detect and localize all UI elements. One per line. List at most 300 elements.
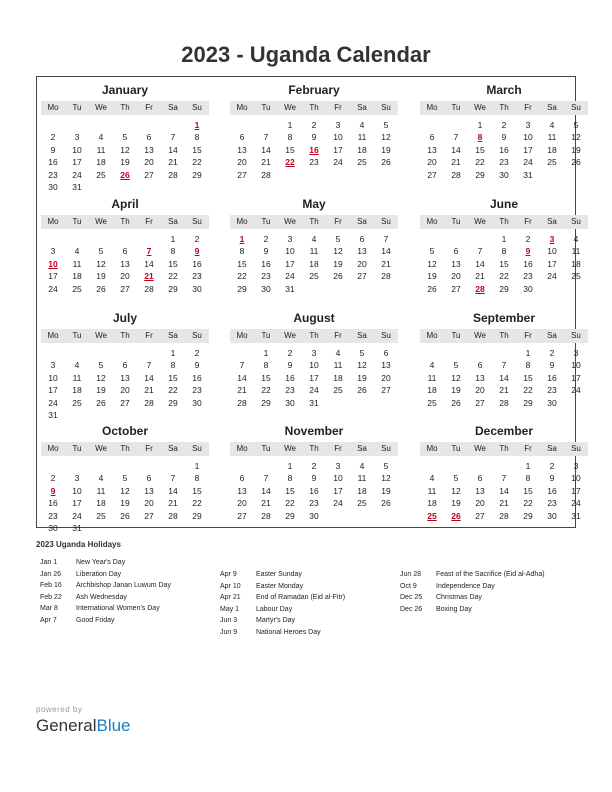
weekday-label: Fr [145, 444, 153, 453]
date-cell: 3 [287, 234, 293, 244]
date-cell: 8 [194, 132, 200, 143]
holiday-name: Ash Wednesday [76, 593, 127, 601]
weekday-label: Sa [357, 217, 367, 226]
date-cell: 2 [311, 120, 317, 130]
holiday-name: Independence Day [436, 582, 495, 590]
date-cell: 13 [381, 360, 391, 371]
holiday-date-cell[interactable]: 7 [146, 246, 152, 257]
date-cell: 17 [333, 485, 343, 496]
month-name: May [302, 197, 326, 211]
date-cell: 6 [477, 473, 483, 484]
date-cell: 17 [72, 157, 82, 168]
date-cell: 24 [72, 169, 82, 180]
holiday-column [216, 569, 406, 639]
holidays-heading: 2023 Uganda Holidays [36, 540, 121, 549]
date-cell: 28 [168, 169, 178, 180]
date-cell: 28 [144, 283, 154, 294]
weekday-header-row [41, 215, 209, 229]
holiday-row [36, 592, 226, 604]
holiday-date-cell[interactable]: 9 [525, 246, 531, 257]
date-cell: 7 [263, 473, 269, 484]
date-cell: 9 [311, 132, 317, 143]
date-cell: 29 [499, 283, 509, 294]
date-cell: 30 [499, 169, 509, 180]
holiday-row [396, 569, 586, 581]
date-cell: 16 [48, 498, 58, 509]
date-cell: 22 [168, 271, 178, 282]
date-cell: 14 [261, 485, 271, 496]
date-cell: 16 [547, 372, 557, 383]
date-cell: 23 [547, 498, 557, 509]
date-cell: 24 [547, 271, 557, 282]
date-cell: 7 [239, 360, 245, 371]
holiday-date: Jun 3 [220, 617, 238, 625]
date-cell: 1 [525, 461, 531, 471]
date-cell: 1 [170, 348, 176, 358]
weekday-header-row [420, 329, 588, 343]
date-cell: 28 [261, 169, 271, 180]
date-cell: 2 [549, 348, 555, 358]
weekday-label: Fr [334, 444, 342, 453]
weekday-label: Su [381, 217, 391, 226]
date-cell: 21 [499, 498, 509, 509]
date-cell: 18 [357, 144, 367, 155]
date-cell: 17 [333, 144, 343, 155]
date-cell: 5 [98, 246, 104, 257]
holiday-date-cell[interactable]: 21 [144, 271, 154, 282]
holiday-row [36, 580, 226, 592]
date-cell: 6 [146, 473, 152, 484]
date-cell: 11 [309, 246, 319, 257]
date-cell: 29 [261, 397, 271, 408]
date-cell: 24 [72, 510, 82, 521]
holiday-date-cell[interactable]: 1 [239, 234, 245, 244]
date-cell: 21 [168, 157, 178, 168]
weekday-header-row [230, 101, 398, 115]
holiday-date-cell[interactable]: 28 [475, 283, 485, 294]
date-cell: 2 [50, 473, 56, 484]
date-cell: 7 [501, 360, 507, 371]
date-cell: 19 [120, 157, 130, 168]
date-cell: 18 [309, 258, 319, 269]
date-cell: 10 [72, 485, 82, 496]
date-cell: 16 [48, 157, 58, 168]
holiday-date: Apr 9 [220, 571, 237, 578]
date-cell: 1 [525, 348, 531, 358]
date-cell: 23 [523, 271, 533, 282]
date-cell: 12 [96, 372, 106, 383]
month-name: December [474, 424, 534, 438]
powered-by-text: powered by [36, 705, 83, 714]
date-cell: 24 [309, 385, 319, 396]
weekday-label: Su [192, 444, 202, 453]
holiday-row [396, 581, 586, 593]
holiday-date-cell[interactable]: 26 [451, 510, 461, 521]
holiday-date-cell[interactable]: 1 [194, 120, 200, 130]
date-cell: 10 [547, 246, 557, 257]
date-cell: 25 [357, 498, 367, 509]
date-cell: 18 [427, 498, 437, 509]
date-cell: 22 [475, 157, 485, 168]
date-cell: 23 [309, 498, 319, 509]
date-cell: 23 [192, 385, 202, 396]
date-cell: 28 [261, 510, 271, 521]
date-cell: 28 [499, 397, 509, 408]
date-cell: 3 [50, 246, 56, 257]
holiday-date-cell[interactable]: 25 [427, 510, 437, 521]
month-name: March [486, 83, 522, 97]
date-cell: 30 [192, 283, 202, 294]
date-cell: 26 [451, 397, 461, 408]
weekday-label: We [284, 331, 296, 340]
date-cell: 21 [168, 498, 178, 509]
date-cell: 22 [499, 271, 509, 282]
date-cell: 30 [192, 397, 202, 408]
holiday-name: Liberation Day [76, 570, 122, 578]
date-cell: 7 [146, 360, 152, 371]
date-cell: 2 [194, 234, 200, 244]
page-title: 2023 - Uganda Calendar [181, 42, 431, 67]
date-cell: 4 [429, 473, 435, 484]
date-cell: 25 [96, 169, 106, 180]
date-cell: 30 [261, 283, 271, 294]
date-cell: 20 [120, 271, 130, 282]
holiday-column [396, 569, 586, 615]
weekday-label: We [95, 444, 107, 453]
date-cell: 1 [501, 234, 507, 244]
date-cell: 20 [120, 385, 130, 396]
date-cell: 21 [451, 157, 461, 168]
date-cell: 12 [381, 132, 391, 143]
weekday-label: Sa [168, 103, 178, 112]
date-cell: 23 [547, 385, 557, 396]
weekday-label: Su [381, 444, 391, 453]
date-cell: 30 [547, 510, 557, 521]
date-cell: 22 [237, 271, 247, 282]
weekday-label: We [95, 217, 107, 226]
date-cell: 20 [144, 157, 154, 168]
date-cell: 27 [357, 271, 367, 282]
date-cell: 31 [48, 410, 58, 420]
date-cell: 23 [309, 157, 319, 168]
calendar-grid [36, 76, 581, 533]
weekday-label: Th [120, 331, 130, 340]
date-cell: 19 [381, 485, 391, 496]
weekday-label: Sa [168, 331, 178, 340]
weekday-label: Th [120, 103, 130, 112]
date-cell: 22 [523, 498, 533, 509]
weekday-label: Su [192, 217, 202, 226]
date-cell: 25 [571, 271, 581, 282]
weekday-label: Fr [524, 103, 532, 112]
date-cell: 12 [357, 360, 367, 371]
holiday-name: International Women's Day [76, 605, 160, 613]
holiday-date-cell[interactable]: 16 [309, 144, 319, 155]
date-cell: 23 [48, 169, 58, 180]
date-cell: 29 [192, 510, 202, 521]
date-cell: 6 [122, 246, 128, 257]
month-name: July [112, 311, 137, 325]
date-cell: 15 [523, 485, 533, 496]
holiday-row [216, 592, 406, 604]
date-cell: 29 [237, 283, 247, 294]
date-cell: 7 [477, 246, 483, 257]
weekday-label: We [474, 217, 486, 226]
date-cell: 11 [72, 258, 82, 269]
date-cell: 10 [285, 246, 295, 257]
date-cell: 31 [523, 169, 533, 180]
date-cell: 6 [429, 132, 435, 143]
weekday-label: Sa [168, 444, 178, 453]
date-cell: 13 [451, 258, 461, 269]
date-cell: 4 [359, 120, 365, 130]
weekday-label: Tu [261, 331, 271, 340]
date-cell: 9 [263, 246, 269, 257]
date-cell: 20 [381, 372, 391, 383]
date-cell: 12 [120, 485, 130, 496]
date-cell: 15 [192, 144, 202, 155]
weekday-label: Fr [334, 103, 342, 112]
date-cell: 26 [381, 157, 391, 168]
date-cell: 28 [451, 169, 461, 180]
holiday-name: End of Ramadan (Eid al-Fitr) [256, 594, 346, 602]
date-cell: 8 [239, 246, 245, 257]
holiday-row [396, 592, 586, 604]
date-cell: 17 [309, 372, 319, 383]
date-cell: 14 [144, 372, 154, 383]
date-cell: 18 [72, 271, 82, 282]
weekday-label: Fr [334, 331, 342, 340]
date-cell: 19 [381, 144, 391, 155]
date-cell: 17 [523, 144, 533, 155]
holiday-date: Mar 8 [40, 605, 58, 613]
holiday-date: Apr 7 [40, 616, 57, 624]
date-cell: 7 [453, 132, 459, 143]
holiday-name: Boxing Day [436, 605, 472, 613]
date-cell: 30 [523, 283, 533, 294]
date-cell: 25 [357, 157, 367, 168]
date-cell: 5 [359, 348, 365, 358]
date-cell: 26 [96, 283, 106, 294]
weekday-label: Mo [236, 331, 248, 340]
date-cell: 6 [383, 348, 389, 358]
date-cell: 11 [427, 372, 437, 383]
date-cell: 20 [475, 498, 485, 509]
weekday-label: Su [381, 103, 391, 112]
date-cell: 18 [571, 258, 581, 269]
date-cell: 15 [499, 258, 509, 269]
date-cell: 7 [170, 473, 176, 484]
holiday-name: Christmas Day [436, 594, 482, 602]
date-cell: 27 [120, 397, 130, 408]
date-cell: 21 [237, 385, 247, 396]
weekday-label: Th [499, 444, 509, 453]
weekday-label: Fr [145, 103, 153, 112]
date-cell: 1 [287, 120, 293, 130]
date-cell: 27 [427, 169, 437, 180]
date-cell: 6 [239, 132, 245, 143]
date-cell: 14 [475, 258, 485, 269]
weekday-label: Su [192, 331, 202, 340]
holiday-date-cell[interactable]: 9 [194, 246, 200, 257]
date-cell: 6 [146, 132, 152, 143]
date-cell: 29 [285, 510, 295, 521]
date-cell: 5 [429, 246, 435, 257]
date-cell: 11 [357, 473, 367, 484]
holiday-date-cell[interactable]: 8 [477, 132, 483, 143]
holiday-date: Feb 16 [40, 582, 62, 590]
month-name: February [288, 83, 340, 97]
holiday-date: Jan 1 [40, 559, 58, 566]
holiday-date-cell[interactable]: 10 [48, 258, 58, 269]
date-cell: 13 [120, 258, 130, 269]
holiday-name: National Heroes Day [256, 628, 321, 636]
holiday-name: Labour Day [256, 605, 293, 613]
weekday-header-row [230, 442, 398, 456]
date-cell: 13 [237, 144, 247, 155]
holiday-name: Easter Monday [256, 582, 304, 590]
date-cell: 2 [50, 132, 56, 143]
weekday-header-row [41, 101, 209, 115]
date-cell: 24 [333, 498, 343, 509]
generalblue-logo[interactable] [36, 716, 131, 736]
date-cell: 14 [451, 144, 461, 155]
date-cell: 6 [122, 360, 128, 371]
weekday-label: Mo [47, 217, 59, 226]
holiday-row [36, 603, 226, 615]
date-cell: 18 [357, 485, 367, 496]
date-cell: 22 [168, 385, 178, 396]
holiday-date-cell[interactable]: 26 [120, 169, 130, 180]
weekday-label: Su [571, 331, 581, 340]
date-cell: 13 [475, 372, 485, 383]
date-cell: 16 [192, 372, 202, 383]
date-cell: 19 [451, 385, 461, 396]
date-cell: 27 [475, 397, 485, 408]
weekday-label: Mo [47, 331, 59, 340]
date-cell: 15 [475, 144, 485, 155]
holiday-date: Jan 26 [40, 570, 62, 578]
date-cell: 16 [547, 485, 557, 496]
weekday-label: We [474, 331, 486, 340]
holiday-date: May 1 [220, 605, 240, 613]
date-cell: 5 [383, 120, 389, 130]
holiday-date: Dec 25 [400, 594, 423, 602]
weekday-label: Mo [236, 444, 248, 453]
holiday-date-cell[interactable]: 9 [50, 485, 56, 496]
date-cell: 5 [453, 360, 459, 371]
month-name: October [101, 424, 148, 438]
date-cell: 12 [427, 258, 437, 269]
date-cell: 15 [523, 372, 533, 383]
date-cell: 14 [499, 485, 509, 496]
weekday-label: Tu [72, 331, 82, 340]
date-cell: 4 [549, 120, 555, 130]
weekday-label: Su [571, 444, 581, 453]
weekday-header-row [420, 442, 588, 456]
date-cell: 27 [381, 385, 391, 396]
weekday-label: Th [499, 103, 509, 112]
weekday-label: Sa [547, 444, 557, 453]
weekday-label: Sa [547, 103, 557, 112]
weekday-label: Th [120, 444, 130, 453]
date-cell: 11 [333, 360, 343, 371]
date-cell: 27 [237, 169, 247, 180]
date-cell: 28 [237, 397, 247, 408]
holiday-date: Jun 28 [400, 571, 422, 578]
date-cell: 20 [357, 258, 367, 269]
date-cell: 10 [309, 360, 319, 371]
date-cell: 6 [239, 473, 245, 484]
weekday-label: Mo [47, 103, 59, 112]
weekday-label: Tu [451, 103, 461, 112]
weekday-label: Fr [334, 217, 342, 226]
date-cell: 27 [237, 510, 247, 521]
holiday-date-cell[interactable]: 22 [285, 157, 295, 168]
holiday-name: Good Friday [76, 616, 115, 624]
date-cell: 11 [571, 246, 581, 257]
date-cell: 14 [168, 144, 178, 155]
date-cell: 19 [427, 271, 437, 282]
date-cell: 22 [523, 385, 533, 396]
holiday-row [216, 581, 406, 593]
weekday-label: Tu [72, 444, 82, 453]
date-cell: 11 [96, 144, 106, 155]
date-cell: 13 [144, 144, 154, 155]
date-cell: 1 [477, 120, 483, 130]
date-cell: 1 [287, 461, 293, 471]
weekday-label: We [284, 444, 296, 453]
date-cell: 27 [144, 510, 154, 521]
date-cell: 19 [96, 271, 106, 282]
weekday-label: We [95, 103, 107, 112]
date-cell: 9 [50, 144, 56, 155]
month-name: September [472, 311, 536, 325]
date-cell: 10 [523, 132, 533, 143]
date-cell: 8 [287, 473, 293, 484]
holiday-date-cell[interactable]: 3 [549, 234, 555, 244]
date-cell: 4 [98, 132, 104, 143]
date-cell: 5 [122, 473, 128, 484]
date-cell: 4 [98, 473, 104, 484]
date-cell: 14 [144, 258, 154, 269]
date-cell: 29 [168, 397, 178, 408]
weekday-label: Tu [451, 331, 461, 340]
weekday-label: We [95, 331, 107, 340]
date-cell: 9 [194, 360, 200, 371]
date-cell: 3 [74, 473, 80, 484]
month-name: April [111, 197, 139, 211]
weekday-label: Sa [357, 103, 367, 112]
date-cell: 15 [168, 372, 178, 383]
weekday-label: Tu [451, 444, 461, 453]
date-cell: 1 [170, 234, 176, 244]
date-cell: 21 [381, 258, 391, 269]
date-cell: 16 [499, 144, 509, 155]
weekday-label: Sa [547, 331, 557, 340]
holiday-date: Dec 26 [400, 605, 423, 613]
date-cell: 9 [501, 132, 507, 143]
date-cell: 18 [427, 385, 437, 396]
date-cell: 26 [571, 157, 581, 168]
holiday-name: Martyr's Day [256, 617, 296, 625]
date-cell: 17 [285, 258, 295, 269]
weekday-label: Th [499, 331, 509, 340]
date-cell: 26 [96, 397, 106, 408]
date-cell: 13 [144, 485, 154, 496]
holiday-date: Feb 22 [40, 593, 62, 601]
date-cell: 20 [427, 157, 437, 168]
